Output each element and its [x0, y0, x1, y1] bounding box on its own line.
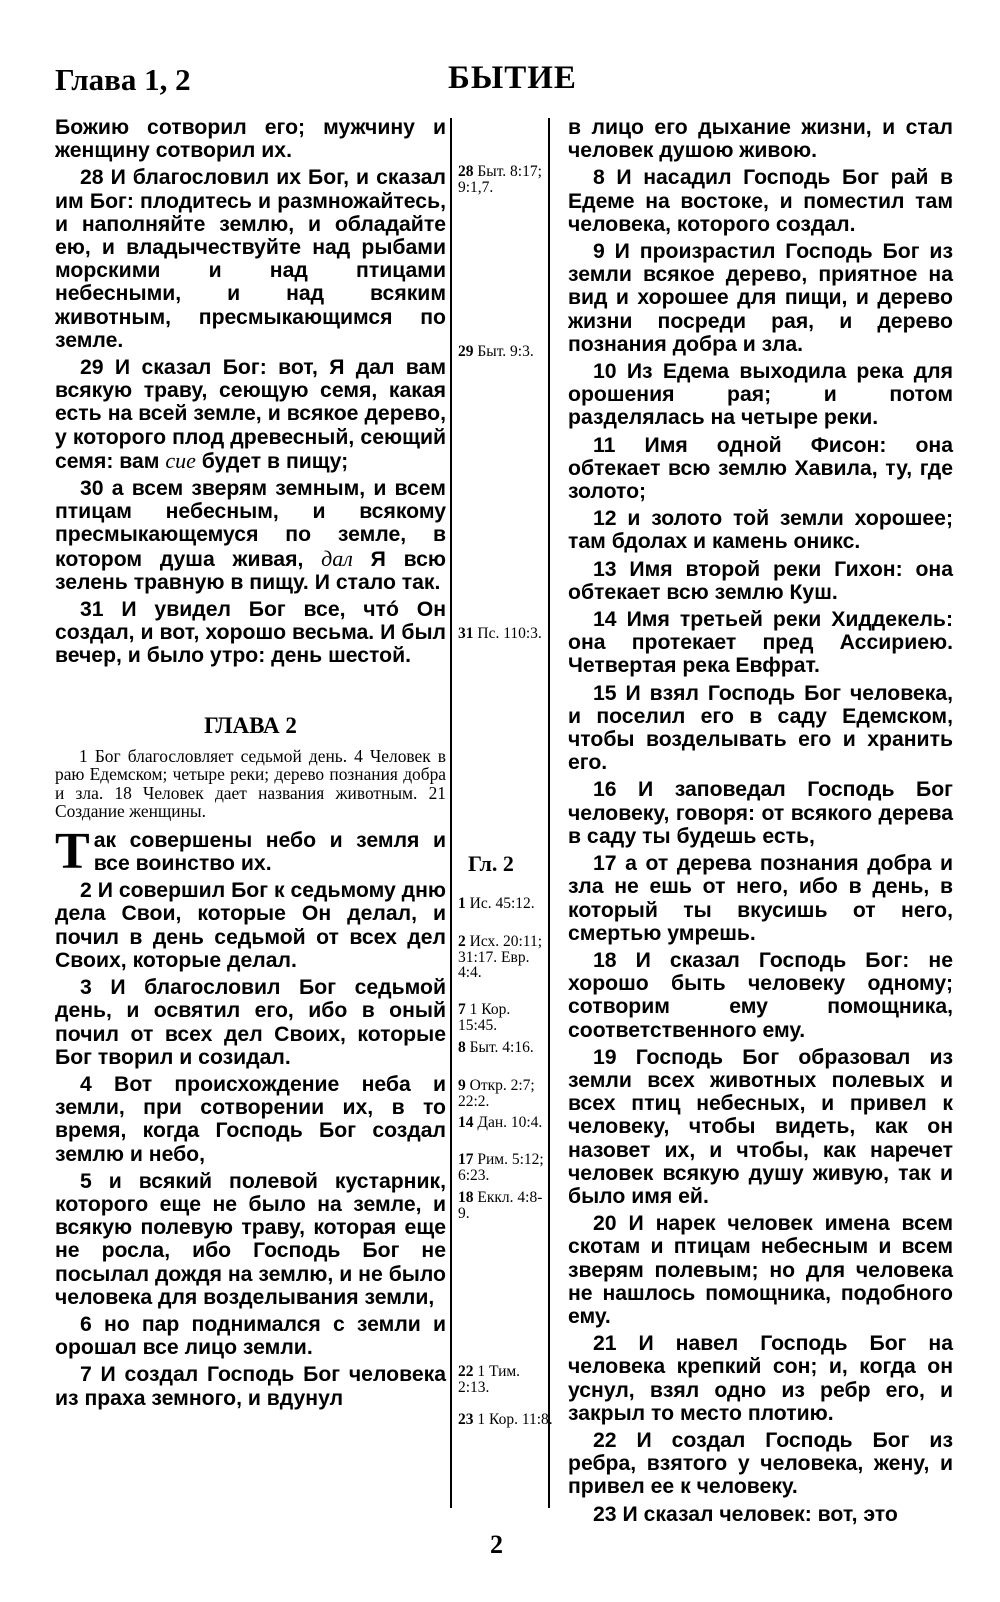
- chapter-summary: 1 Бог благословляет седьмой день. 4 Человек в раю Едемском; четыре реки; дерево познания добра и зла. 18 Человек дает названия животным. 21 Создание женщины.: [55, 745, 446, 822]
- column-divider-right: [548, 118, 550, 1508]
- cross-reference: 9 Откр. 2:7; 22:2.: [458, 1077, 535, 1110]
- verse-30-tail: Я всю зелень травную в пищу. И стало так.: [55, 547, 446, 594]
- verse-text: 12 и золото той земли хорошее; там бдолах и камень оникс.: [568, 507, 953, 554]
- left-text-column: [55, 116, 446, 1414]
- cross-reference: 22 1 Тим. 2:13.: [458, 1363, 521, 1396]
- verse-text: 18 И сказал Господь Бог: не хорошо быть человеку одному; сотворим ему помощника, соответственного ему.: [568, 948, 953, 1042]
- verse-text: 9 И произрастил Господь Бог из земли всякое дерево, приятное на вид и хорошее для пищи, и дерево жизни посреди рая, и дерево познания добра и зла.: [568, 240, 953, 356]
- margin-chapter-label: Гл. 2: [468, 851, 514, 876]
- verse-text: 5 и всякий полевой кустарник, которого еще не было на земле, и всякую полевую траву, которая еще не росла, ибо Господь Бог не посылал дождя на землю, и не было человека для возделывания земли,: [55, 1169, 446, 1309]
- chapter-2-title: ГЛАВА 2: [204, 712, 297, 738]
- verse-text: 7 И создал Господь Бог человека из праха земного, и вдунул: [55, 1363, 446, 1410]
- verse-text: 20 И нарек человек имена всем скотам и птицам небесным и всем зверям полевым; но для человека не нашлось помощника, подобного ему.: [568, 1212, 953, 1328]
- verse-text: 3 И благословил Бог седьмой день, и освятил его, ибо в оный почил от всех дел Своих, которые Бог творил и созидал.: [55, 976, 446, 1069]
- verse-text: 14 Имя третьей реки Хиддекель: она протекает пред Ассириею. Четвертая река Евфрат.: [568, 608, 953, 678]
- verse-text: 13 Имя второй реки Гихон: она обтекает всю землю Куш.: [568, 557, 953, 604]
- cross-reference: 8 Быт. 4:16.: [458, 1039, 534, 1056]
- verse-text: 22 И создал Господь Бог из ребра, взятого у человека, жену, и привел ее к человеку.: [568, 1428, 953, 1499]
- verse-29-main: 29 И сказал Бог: вот, Я дал вам всякую траву, сеющую семя, какая есть на всей земле, и всякое дерево, у которого плод древесный, сеющий семя: вам: [55, 356, 446, 473]
- verse-text: 6 но пар поднимался с земли и орошал все лицо земли.: [55, 1312, 446, 1360]
- cross-reference: 31 Пс. 110:3.: [458, 625, 542, 642]
- verse-text: 31 И увидел Бог все, чтó Он создал, и вот, хорошо весьма. И был вечер, и было утро: день шестой.: [55, 598, 446, 668]
- cross-reference: 1 Ис. 45:12.: [458, 895, 535, 912]
- book-title: БЫТИЕ: [448, 60, 577, 96]
- running-head-chapters: Глава 1, 2: [55, 62, 191, 97]
- drop-cap: Т: [55, 822, 90, 880]
- verse-text: [55, 356, 446, 473]
- verse-text: 15 И взял Господь Бог человека, и поселил его в саду Едемском, чтобы возделывать его и хранить его.: [568, 681, 953, 775]
- chapter-2-opening: [55, 822, 446, 880]
- verse-text: 21 И навел Господь Бог на человека крепкий сон; и, когда он уснул, взял одно из ребр его, и закрыл то место плотию.: [568, 1332, 953, 1425]
- italic-word: дал: [321, 545, 353, 571]
- verse-text: 11 Имя одной Фисон: она обтекает всю землю Хавила, ту, где золото;: [568, 433, 953, 504]
- verse-text: 4 Вот происхождение неба и земли, при сотворении их, в то время, когда Господь Бог создал землю и небо,: [55, 1072, 446, 1166]
- cross-reference: 18 Еккл. 4:8-9.: [458, 1189, 543, 1222]
- page-number: 2: [490, 1530, 503, 1559]
- verse-29-tail: будет в пищу;: [201, 449, 349, 473]
- verse-text: Божию сотворил его; мужчину и женщину сотворил их.: [55, 116, 446, 163]
- cross-reference: 2 Исх. 20:11; 31:17. Евр. 4:4.: [458, 933, 543, 981]
- verse-text: 8 И насадил Господь Бог рай в Едеме на востоке, и поместил там человека, которого создал.: [568, 166, 953, 236]
- verse-text: 23 И сказал человек: вот, это: [593, 1502, 898, 1526]
- verse-30-main: 30 а всем зверям земным, и всем птицам небесным, и всякому пресмыкающемуся по земле, в котором душа живая,: [55, 477, 446, 571]
- verse-text: 17 а от дерева познания добра и зла не ешь от него, ибо в день, в который ты вкусишь от него, смертью умрешь.: [568, 852, 953, 945]
- verse-text: [55, 477, 446, 594]
- verse-text: 10 Из Едема выходила река для орошения рая; и потом разделялась на четыре реки.: [568, 360, 953, 430]
- cross-reference: 28 Быт. 8:17; 9:1,7.: [458, 163, 542, 196]
- italic-word: сие: [165, 447, 196, 473]
- cross-reference: 14 Дан. 10:4.: [458, 1114, 543, 1131]
- cross-reference: 17 Рим. 5:12; 6:23.: [458, 1151, 544, 1184]
- cross-reference: 29 Быт. 9:3.: [458, 343, 534, 360]
- verse-text: 19 Господь Бог образовал из земли всех животных полевых и всех птиц небесных, и привел к человеку, чтобы видеть, как он назовет их, и чтобы, как наречет человек всякую душу живую, так и было имя ей.: [568, 1045, 953, 1208]
- verse-text: 28 И благословил их Бог, и сказал им Бог: плодитесь и размножайтесь, и наполняйте землю, и обладайте ею, и владычествуйте над рыбами морскими и над птицами небесными, и над всяким животным, пресмыкающимся по земле.: [55, 166, 446, 352]
- verse-text: 16 И заповедал Господь Бог человеку, говоря: от всякого дерева в саду ты будешь есть,: [568, 778, 953, 848]
- verse-text: 2 И совершил Бог к седьмому дню дела Свои, которые Он делал, и почил в день седьмой от всех дел Своих, которые делал.: [55, 879, 446, 972]
- verse-text: ак совершены небо и земля и все воинство их.: [93, 828, 446, 876]
- column-divider-left: [450, 118, 452, 1508]
- cross-reference: 23 1 Кор. 11:8.: [458, 1411, 553, 1428]
- cross-reference: 7 1 Кор. 15:45.: [458, 1001, 511, 1034]
- verse-text: в лицо его дыхание жизни, и стал человек душою живою.: [568, 116, 953, 163]
- right-text-column: [568, 116, 953, 1530]
